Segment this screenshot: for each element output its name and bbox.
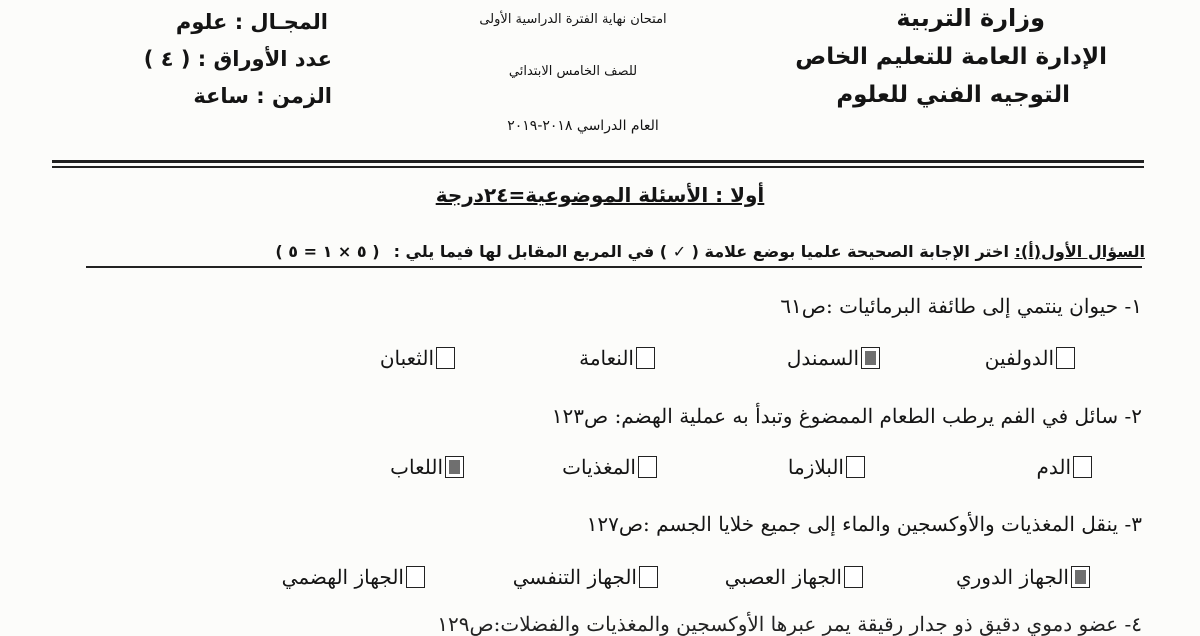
question-2-text: ٢- سائل في الفم يرطب الطعام الممضوغ وتبدأ به عملية الهضم: ص١٢٣ <box>551 404 1142 428</box>
instruction-underline <box>86 266 1142 268</box>
instruction-text: اختر الإجابة الصحيحة علميا بوضع علامة ( ✓ ) في المربع المقابل لها فيما يلي : <box>393 242 1015 261</box>
checkbox[interactable] <box>1056 347 1075 369</box>
question-1-option-1[interactable] <box>985 346 1075 370</box>
checkbox[interactable] <box>846 456 865 478</box>
question-2-option-3[interactable] <box>562 455 657 479</box>
option-label: الثعبان <box>379 346 434 370</box>
option-label: السمندل <box>786 346 859 370</box>
checkbox[interactable] <box>638 456 657 478</box>
sheet-count: عدد الأوراق : ( ٤ ) <box>143 47 332 71</box>
header-divider-thick <box>52 160 1144 163</box>
checkbox-checked[interactable] <box>861 347 880 369</box>
question-2-option-4[interactable] <box>390 455 464 479</box>
subject-field: المجـال : علوم <box>175 10 328 34</box>
question-3-option-3[interactable] <box>513 565 658 589</box>
exam-title: امتحان نهاية الفترة الدراسية الأولى <box>479 12 667 27</box>
section-title: أولا : الأسئلة الموضوعية=٢٤درجة <box>435 183 765 207</box>
checkbox[interactable] <box>406 566 425 588</box>
option-label: الدم <box>1036 455 1071 479</box>
question-3-option-2[interactable] <box>725 565 863 589</box>
question-label: السؤال الأول(أ): <box>1014 242 1145 261</box>
checkbox-checked[interactable] <box>445 456 464 478</box>
option-label: الجهاز الدوري <box>955 565 1069 589</box>
grade-label: للصف الخامس الابتدائي <box>508 64 638 79</box>
academic-year: العام الدراسي ٢٠١٨-٢٠١٩ <box>507 118 659 134</box>
checkbox[interactable] <box>1073 456 1092 478</box>
option-label: النعامة <box>579 346 634 370</box>
exam-duration: الزمن : ساعة <box>193 84 332 108</box>
question-instruction <box>275 242 1145 261</box>
option-label: الجهاز التنفسي <box>512 565 637 589</box>
option-label: الدولفين <box>984 346 1054 370</box>
department-name: الإدارة العامة للتعليم الخاص <box>795 44 1107 70</box>
question-3-text: ٣- ينقل المغذيات والأوكسجين والماء إلى جميع خلايا الجسم :ص١٢٧ <box>586 512 1142 536</box>
checkbox-checked[interactable] <box>1071 566 1090 588</box>
option-label: الجهاز العصبي <box>724 565 842 589</box>
question-3-option-4[interactable] <box>282 565 425 589</box>
checkbox[interactable] <box>436 347 455 369</box>
question-score: ( ٥ × ١ = ٥ ) <box>275 242 380 261</box>
question-3-option-1[interactable] <box>956 565 1090 589</box>
option-label: المغذيات <box>562 455 636 479</box>
ministry-name: وزارة التربية <box>896 4 1045 32</box>
question-1-option-2[interactable] <box>787 346 880 370</box>
option-label: اللعاب <box>390 455 443 479</box>
question-1-option-4[interactable] <box>380 346 455 370</box>
option-label: البلازما <box>787 455 844 479</box>
option-label: الجهاز الهضمي <box>281 565 404 589</box>
header-divider-thin <box>52 166 1144 168</box>
checkbox[interactable] <box>636 347 655 369</box>
question-4-text-partial: ٤- عضو دموي دقيق ذو جدار رقيقة يمر عبرها الأوكسجين والمغذيات والفضلات:ص١٢٩ <box>437 612 1142 636</box>
question-2-option-2[interactable] <box>788 455 865 479</box>
question-2-option-1[interactable] <box>1036 455 1092 479</box>
question-1-text: ١- حيوان ينتمي إلى طائفة البرمائيات :ص٦١ <box>780 294 1142 318</box>
checkbox[interactable] <box>844 566 863 588</box>
checkbox[interactable] <box>639 566 658 588</box>
supervision-name: التوجيه الفني للعلوم <box>836 82 1070 108</box>
question-1-option-3[interactable] <box>579 346 655 370</box>
